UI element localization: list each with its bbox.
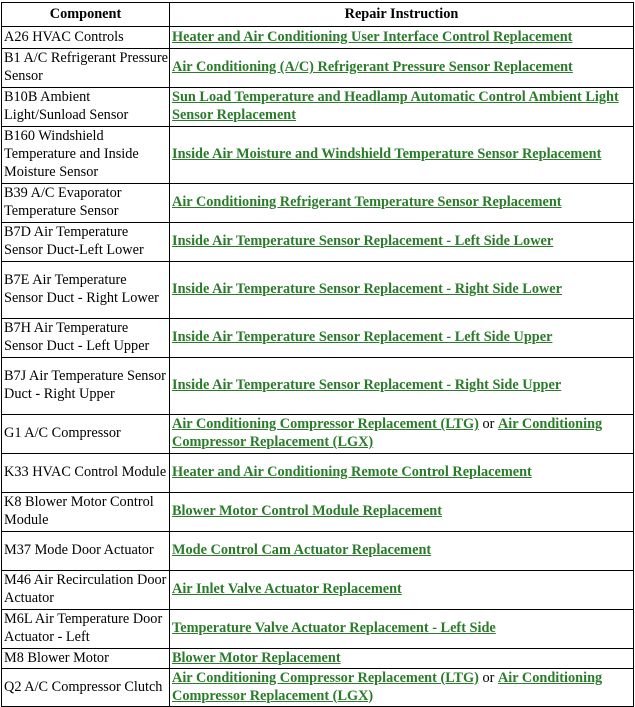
component-cell: M37 Mode Door Actuator [2, 532, 170, 571]
repair-instruction-link[interactable]: Air Conditioning Compressor Replacement (LTG) [172, 416, 479, 433]
component-cell: G1 A/C Compressor [2, 415, 170, 454]
repair-instruction-cell [170, 358, 634, 415]
repair-instruction-link[interactable]: Heater and Air Conditioning Remote Control Replacement [172, 464, 532, 481]
repair-instruction-cell [170, 127, 634, 184]
component-cell: M8 Blower Motor [2, 649, 170, 669]
repair-instruction-cell [170, 27, 634, 49]
repair-instruction-link[interactable]: Blower Motor Control Module Replacement [172, 503, 443, 520]
component-cell: M46 Air Recirculation Door Actuator [2, 571, 170, 610]
repair-instruction-link[interactable]: Inside Air Temperature Sensor Replacement - Left Side Lower [172, 233, 554, 250]
table-body [2, 27, 634, 707]
repair-instruction-link[interactable]: Air Conditioning Compressor Replacement (LTG) [172, 669, 479, 686]
repair-instruction-link[interactable]: Inside Air Temperature Sensor Replacement - Left Side Upper [172, 329, 553, 346]
repair-instruction-link[interactable]: Heater and Air Conditioning User Interface Control Replacement [172, 28, 573, 45]
table-row [2, 319, 634, 358]
repair-instruction-link[interactable]: Air Conditioning Compressor Replacement (LGX) [172, 669, 603, 704]
table-row [2, 223, 634, 262]
table-row [2, 571, 634, 610]
component-cell: K8 Blower Motor Control Module [2, 493, 170, 532]
or-separator: or [482, 416, 495, 433]
component-cell: K33 HVAC Control Module [2, 454, 170, 493]
repair-instruction-link[interactable]: Air Inlet Valve Actuator Replacement [172, 581, 402, 598]
repair-instructions-table [1, 2, 634, 707]
table-row [2, 127, 634, 184]
component-cell: B39 A/C Evaporator Temperature Sensor [2, 184, 170, 223]
table-row [2, 88, 634, 127]
table-row [2, 610, 634, 649]
component-cell: B7E Air Temperature Sensor Duct - Right Lower [2, 262, 170, 319]
component-cell: Q2 A/C Compressor Clutch [2, 669, 170, 707]
component-header: Component [2, 3, 170, 27]
table-row [2, 415, 634, 454]
repair-instruction-link[interactable]: Blower Motor Replacement [172, 649, 341, 666]
repair-instruction-cell [170, 184, 634, 223]
repair-instruction-link[interactable]: Air Conditioning Refrigerant Temperature Sensor Replacement [172, 194, 562, 211]
table-row [2, 262, 634, 319]
component-cell: B10B Ambient Light/Sunload Sensor [2, 88, 170, 127]
repair-instruction-link[interactable]: Inside Air Moisture and Windshield Temperature Sensor Replacement [172, 146, 602, 163]
table-row [2, 454, 634, 493]
component-cell: B7J Air Temperature Sensor Duct - Right Upper [2, 358, 170, 415]
table-row [2, 532, 634, 571]
repair-instruction-cell [170, 319, 634, 358]
repair-instruction-cell [170, 415, 634, 454]
table-row [2, 27, 634, 49]
repair-instruction-cell [170, 610, 634, 649]
repair-instruction-link[interactable]: Mode Control Cam Actuator Replacement [172, 542, 432, 559]
repair-instruction-cell [170, 88, 634, 127]
or-separator: or [482, 669, 495, 686]
table-row [2, 649, 634, 669]
header-row [2, 3, 634, 27]
table-row [2, 358, 634, 415]
repair-instruction-cell [170, 669, 634, 707]
component-cell: B7D Air Temperature Sensor Duct-Left Lower [2, 223, 170, 262]
repair-instruction-link[interactable]: Inside Air Temperature Sensor Replacement - Right Side Upper [172, 377, 562, 394]
component-cell: B160 Windshield Temperature and Inside Moisture Sensor [2, 127, 170, 184]
repair-instruction-cell [170, 532, 634, 571]
table-row [2, 493, 634, 532]
repair-instruction-link[interactable]: Air Conditioning Compressor Replacement (LGX) [172, 416, 603, 450]
component-cell: M6L Air Temperature Door Actuator - Left [2, 610, 170, 649]
repair-instruction-link[interactable]: Air Conditioning (A/C) Refrigerant Pressure Sensor Replacement [172, 59, 573, 76]
component-cell: B1 A/C Refrigerant Pressure Sensor [2, 49, 170, 88]
component-cell: B7H Air Temperature Sensor Duct - Left Upper [2, 319, 170, 358]
repair-instruction-cell [170, 571, 634, 610]
repair-instruction-cell [170, 454, 634, 493]
repair-instruction-cell [170, 223, 634, 262]
repair-instruction-cell [170, 49, 634, 88]
repair-instruction-link[interactable]: Sun Load Temperature and Headlamp Automatic Control Ambient Light Sensor Replacement [172, 89, 619, 123]
repair-instruction-link[interactable]: Temperature Valve Actuator Replacement - Left Side [172, 620, 496, 637]
table-row [2, 669, 634, 707]
repair-instruction-cell [170, 262, 634, 319]
table-row [2, 49, 634, 88]
repair-instruction-header: Repair Instruction [170, 3, 634, 27]
component-cell: A26 HVAC Controls [2, 27, 170, 49]
table-row [2, 184, 634, 223]
repair-instruction-cell [170, 649, 634, 669]
repair-instruction-cell [170, 493, 634, 532]
repair-instruction-link[interactable]: Inside Air Temperature Sensor Replacement - Right Side Lower [172, 281, 562, 298]
